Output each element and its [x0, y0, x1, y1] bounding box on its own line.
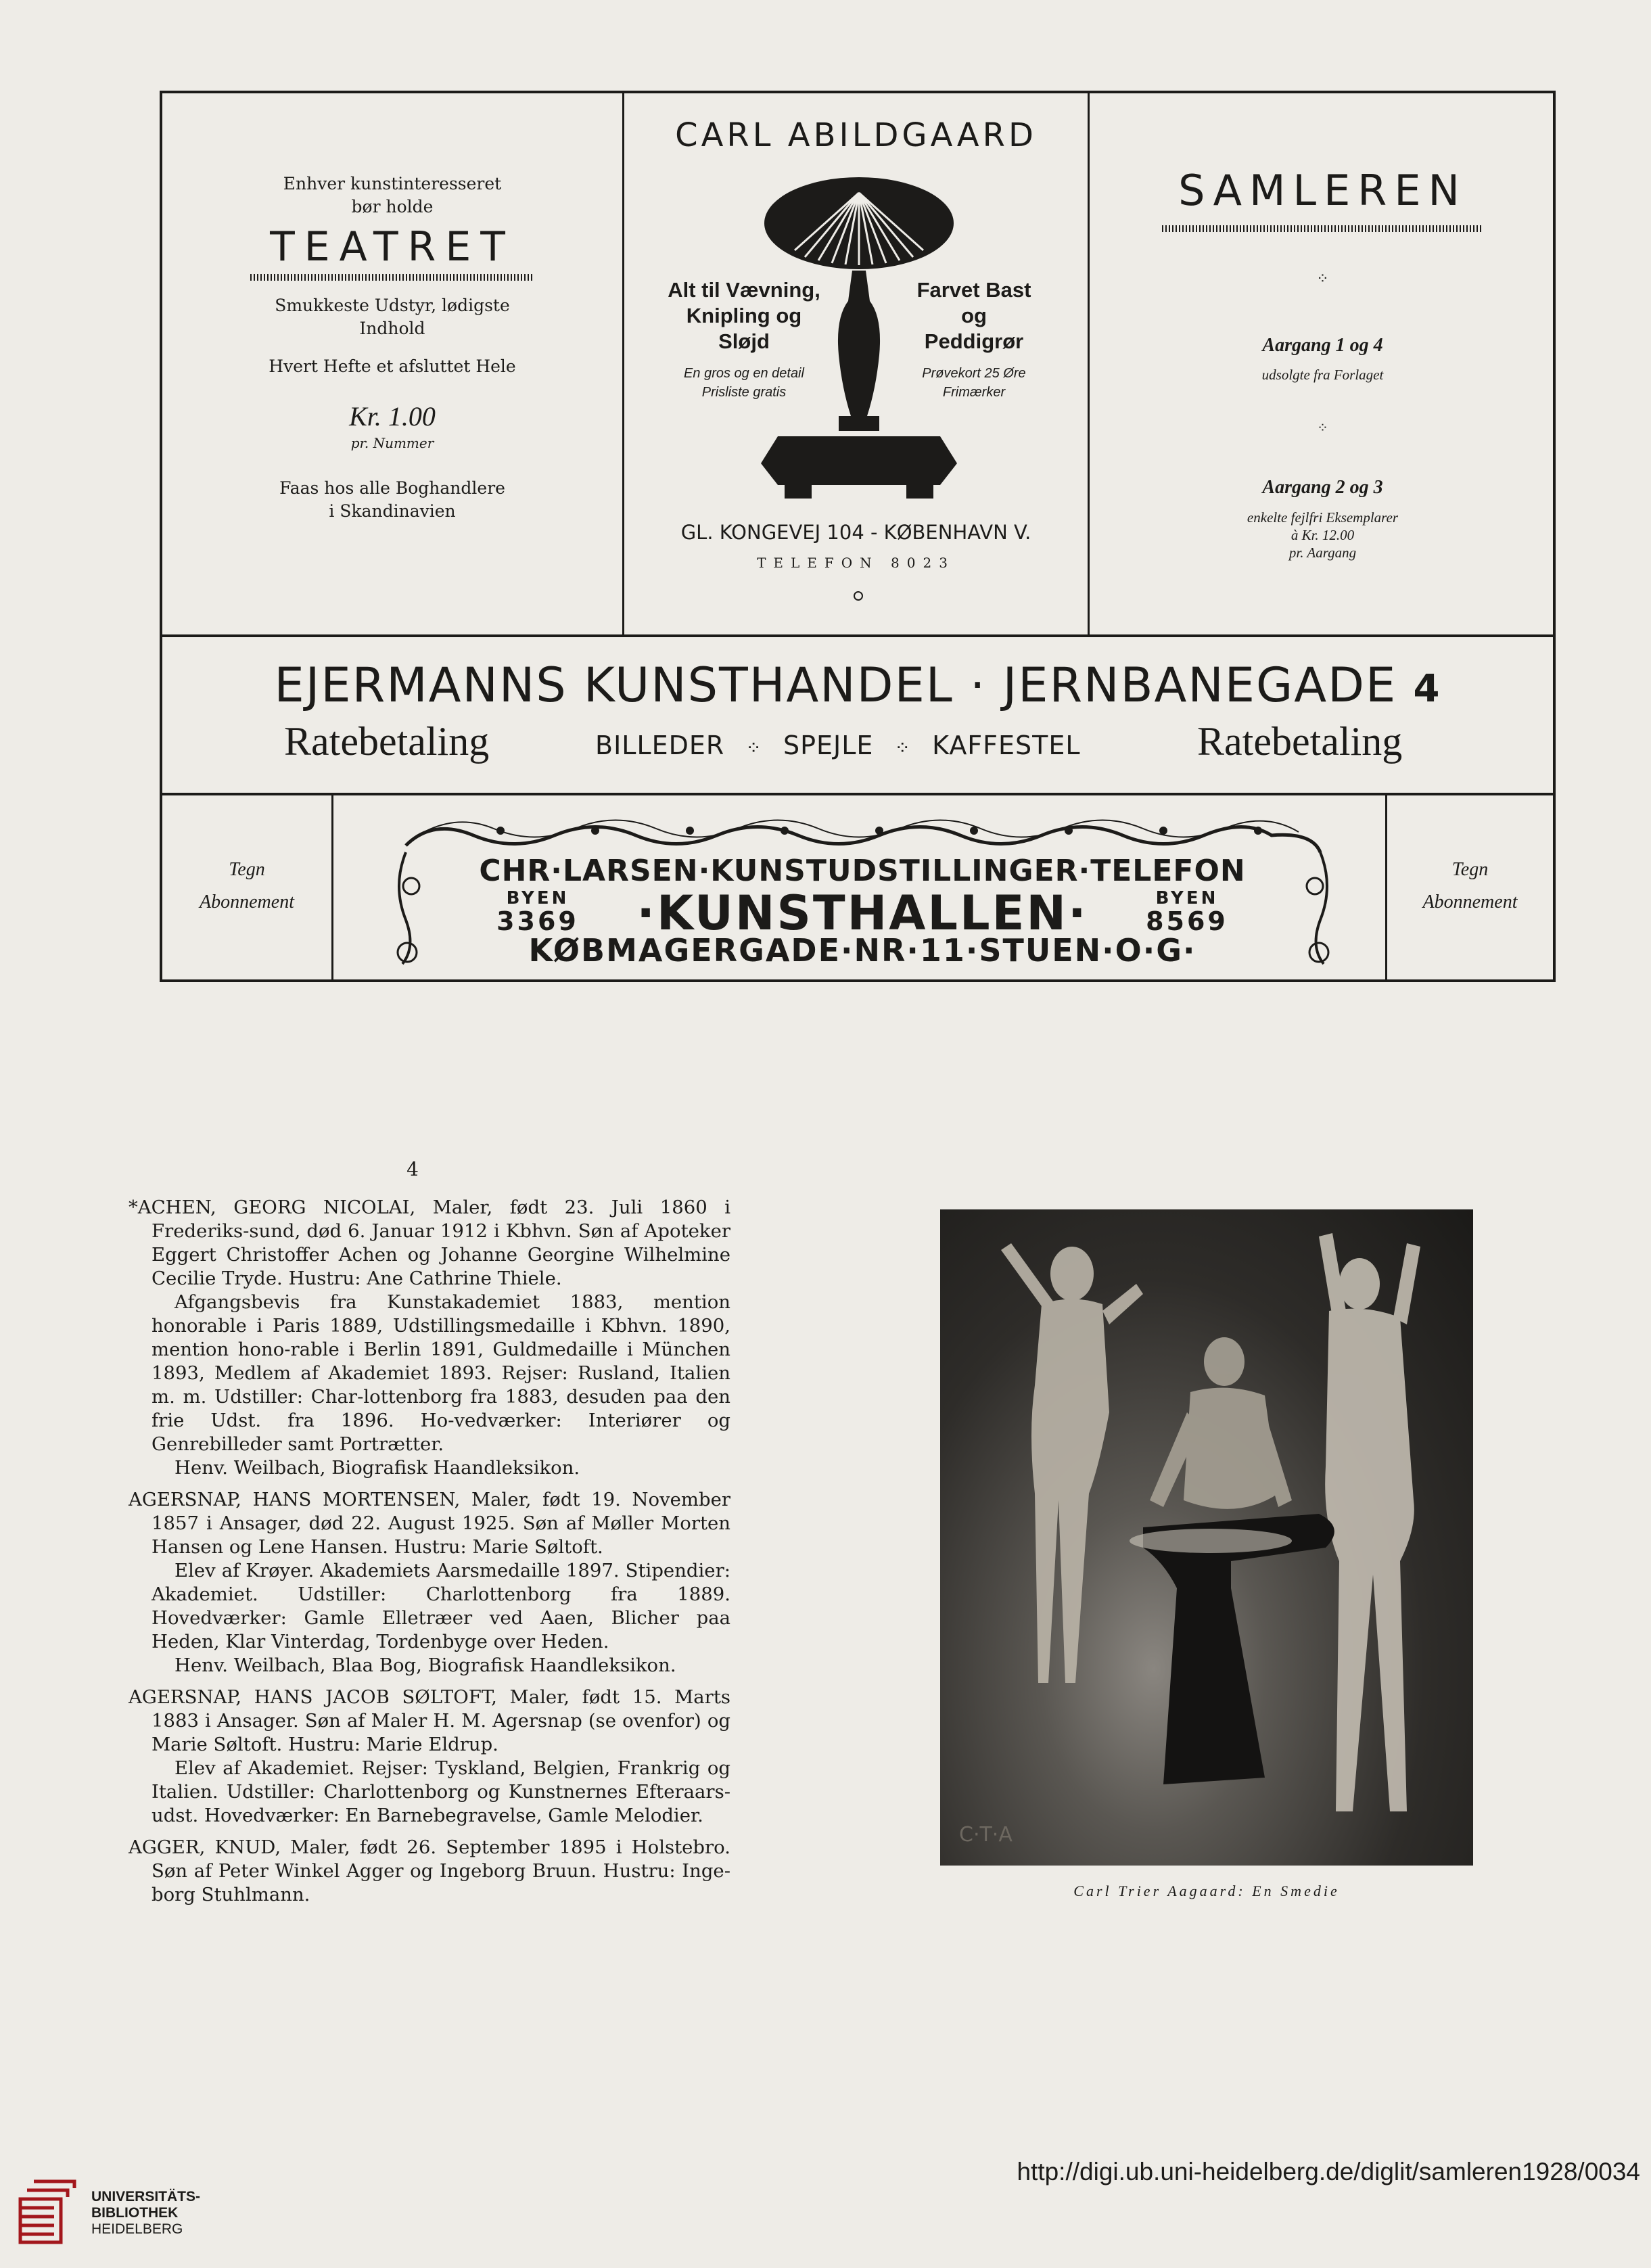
entry-body: Elev af Krøyer. Akademiets Aarsmedaille 1897. Stipendier: Akademiet. Udstiller: Charlottenborg fra 1889. Hovedværker: Gamle Elletræer ved Aaen, Blicher paa Heden, Klar Vinterdag, Tordenbyge over Heden.: [152, 1560, 730, 1652]
painting-monogram: C·T·A: [959, 1823, 1013, 1847]
ejermann-item: KAFFESTEL: [932, 731, 1081, 760]
phone-number: 8569: [1146, 906, 1228, 936]
abildgaard-name: CARL ABILDGAARD: [675, 116, 1037, 154]
teatret-per: pr. Nummer: [350, 435, 434, 451]
divider: [160, 634, 1556, 637]
abildgaard-text: og: [961, 304, 987, 327]
painting-reproduction: [940, 1209, 1473, 1866]
tegn-left: [162, 854, 331, 919]
teatret-desc: Hvert Hefte et afsluttet Hele: [269, 356, 516, 376]
teatret-sold: i Skandinavien: [329, 501, 456, 521]
entry-ref: Henv. Weilbach, Biografisk Haandleksikon.: [175, 1457, 580, 1479]
library-line: BIBLIOTHEK: [91, 2205, 179, 2221]
figure-caption: Carl Trier Aagaard: En Smedie: [1073, 1882, 1340, 1899]
abildgaard-address: GL. KONGEVEJ 104 - KØBENHAVN V.: [680, 521, 1031, 544]
samleren-note: à Kr. 12.00: [1290, 527, 1355, 543]
samleren-title: SAMLEREN: [1178, 166, 1467, 215]
kunsthallen-name: ·KUNSTHALLEN·: [636, 885, 1088, 941]
biography-column: [129, 1196, 730, 1907]
ejermann-item: BILLEDER: [595, 731, 725, 760]
page-number: 4: [406, 1158, 419, 1180]
ejermann-right: Ratebetaling: [1197, 719, 1403, 764]
abonnement-label: Abonnement: [200, 892, 294, 912]
entry-ref: Henv. Weilbach, Blaa Bog, Biografisk Haandleksikon.: [175, 1654, 676, 1676]
abildgaard-text: Peddigrør: [924, 329, 1024, 353]
abildgaard-text: Knipling og: [686, 304, 802, 327]
library-name: [91, 2189, 200, 2238]
ejermann-items: [595, 731, 1081, 760]
phone-number: 3369: [496, 906, 579, 936]
ornament-dots: ⁘: [1317, 419, 1328, 436]
ejermann-left: Ratebetaling: [284, 719, 490, 764]
abildgaard-right-block: [879, 277, 1069, 402]
abildgaard-small: Frimærker: [942, 385, 1006, 400]
samleren-note: udsolgte fra Forlaget: [1261, 367, 1384, 383]
samleren-note: pr. Aargang: [1288, 545, 1357, 561]
ejermann-item: SPEJLE: [783, 731, 874, 760]
ornament-dot: [854, 591, 863, 601]
abonnement-label: Abonnement: [1422, 892, 1518, 912]
abildgaard-phone: TELEFON 8023: [757, 555, 955, 571]
abildgaard-text: Sløjd: [718, 329, 770, 353]
ejermann-headline: EJERMANNS KUNSTHANDEL: [274, 657, 954, 713]
phone-right: [1136, 889, 1238, 935]
library-line: UNIVERSITÄTS-: [91, 2189, 201, 2204]
smithy-figures: [940, 1209, 1473, 1866]
teatret-desc: Smukkeste Udstyr, lødigste: [275, 296, 510, 315]
ornament-dots: ⁘: [745, 737, 762, 759]
entry-head: AGERSNAP, HANS JACOB SØLTOFT, Maler, født 15. Marts 1883 i Ansager. Søn af Maler H. M. Agersnap (se ovenfor) og Marie Søltoft. Hustru: Marie Eldrup.: [129, 1686, 730, 1755]
separator-dot: ·: [970, 657, 987, 713]
ejermann-number: 4: [1413, 667, 1441, 711]
teatret-title: TEATRET: [270, 223, 515, 271]
teatret-desc: Indhold: [359, 319, 425, 338]
ejermann-headline-row: [162, 656, 1553, 718]
teatret-sold: Faas hos alle Boghandlere: [279, 478, 505, 498]
library-logo-icon: [14, 2178, 81, 2249]
abildgaard-text: Alt til Vævning,: [668, 278, 820, 302]
tegn-label: Tegn: [1451, 859, 1489, 880]
kunsthallen-line1: CHR·LARSEN·KUNSTUDSTILLINGER·TELEFON: [479, 854, 1246, 888]
abildgaard-text: Farvet Bast: [916, 278, 1031, 302]
title-underline: [250, 274, 534, 281]
byen-label: BYEN: [1155, 888, 1219, 908]
teatret-price: Kr. 1.00: [349, 401, 436, 432]
library-line: HEIDELBERG: [91, 2221, 183, 2237]
teatret-intro: bør holde: [351, 197, 434, 216]
source-url[interactable]: http://digi.ub.uni-heidelberg.de/diglit/samleren1928/0034: [1017, 2158, 1640, 2185]
abildgaard-small: En gros og en detail: [684, 366, 804, 381]
entry-body: Afgangsbevis fra Kunstakademiet 1883, mention honorable i Paris 1889, Udstillingsmedaille i Kbhvn. 1890, mention hono-rable i Berlin 1891, Guldmedaille i München 1893, Medlem af Akademiet 1893. Rejser: Rusland, Italien m. m. Udstiller: Char-lottenborg fra 1883, desuden paa den frie Udst. fra 1896. Ho-vedværker: Interiører og Genrebilleder samt Portrætter.: [152, 1291, 730, 1455]
ornament-dots: ⁘: [1316, 271, 1329, 287]
tegn-label: Tegn: [229, 859, 265, 880]
byen-label: BYEN: [506, 888, 569, 908]
entry-head: AGERSNAP, HANS MORTENSEN, Maler, født 19. November 1857 i Ansager, død 22. August 1925. Søn af Møller Morten Hansen og Lene Hansen. Hustru: Marie Søltoft.: [129, 1489, 730, 1558]
samleren-vol1: Aargang 1 og 4: [1262, 335, 1383, 356]
title-underline: [1162, 225, 1483, 232]
entry-head: AGGER, KNUD, Maler, født 26. September 1895 i Holstebro. Søn af Peter Winkel Agger og Ingeborg Bruun. Hustru: Inge-borg Stuhlmann.: [129, 1836, 730, 1905]
teatret-intro: Enhver kunstinteresseret: [283, 174, 502, 193]
samleren-note: enkelte fejlfri Eksemplarer: [1247, 509, 1399, 526]
entry-body: Elev af Akademiet. Rejser: Tyskland, Belgien, Frankrig og Italien. Udstiller: Charlottenborg og Kunstnernes Efteraars-udst. Hovedværker: En Barnebegravelse, Gamle Melodier.: [152, 1757, 730, 1826]
divider: [160, 793, 1556, 795]
tegn-right: [1387, 854, 1553, 919]
samleren-vol2: Aargang 2 og 3: [1262, 477, 1383, 498]
entry-head: *ACHEN, GEORG NICOLAI, Maler, født 23. Juli 1860 i Frederiks-sund, død 6. Januar 1912 i Kbhvn. Søn af Apoteker Eggert Christoffer Achen og Johanne Georgine Wilhelmine Cecilie Tryde. Hustru: Ane Cathrine Thiele.: [129, 1197, 730, 1289]
ejermann-street: JERNBANEGADE: [1002, 657, 1397, 713]
abildgaard-small: Prøvekort 25 Øre: [922, 366, 1026, 381]
teatret-ad: [162, 172, 622, 523]
phone-left: [487, 889, 588, 935]
divider: [331, 793, 333, 982]
abildgaard-left-block: [649, 277, 839, 402]
ornament-dots: ⁘: [894, 737, 911, 759]
kunsthallen-line3: KØBMAGERGADE·NR·11·STUEN·O·G·: [528, 932, 1196, 969]
abildgaard-small: Prisliste gratis: [701, 385, 787, 400]
